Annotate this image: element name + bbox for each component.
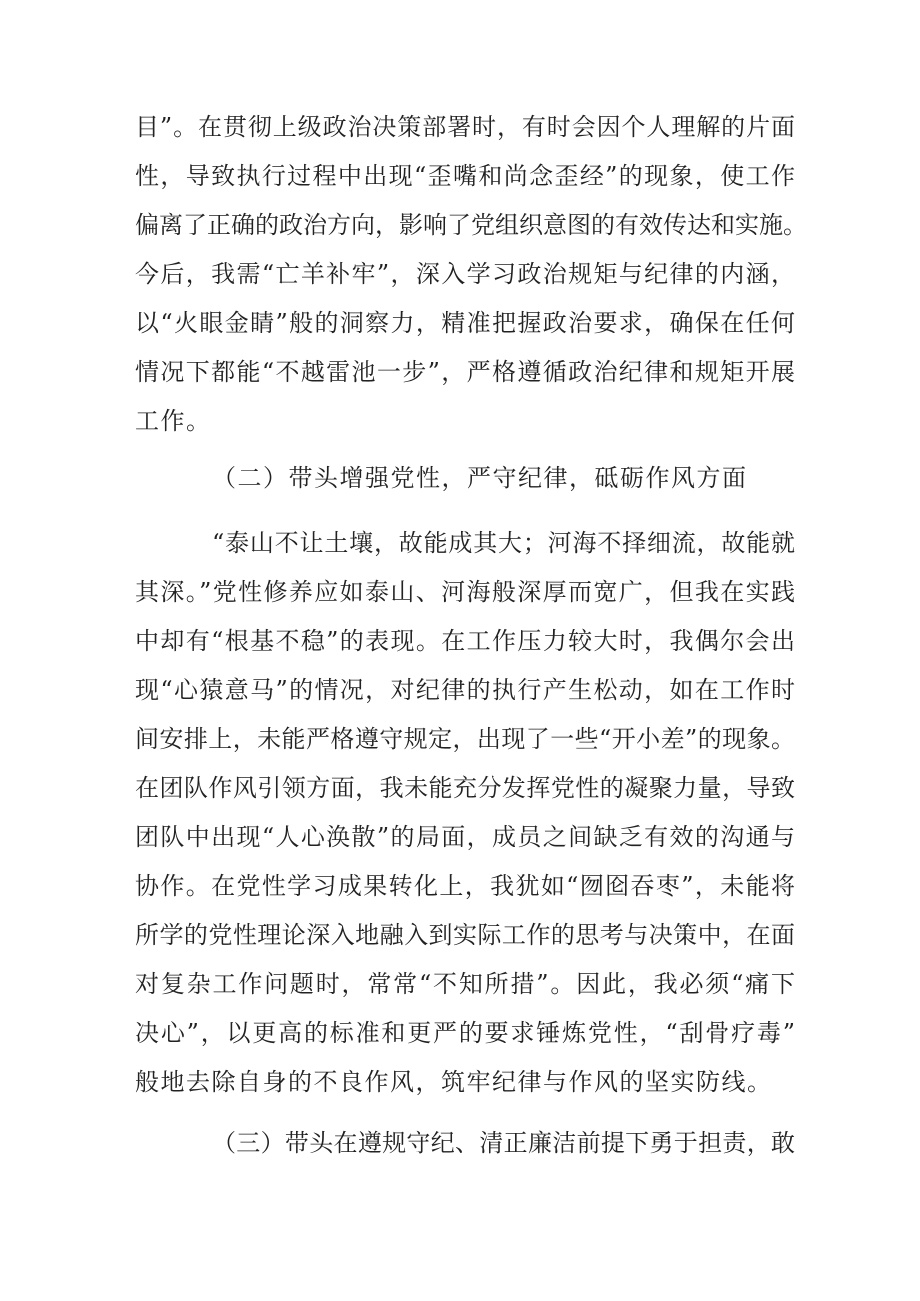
paragraph-line: 以“火眼金睛”般的洞察力，精准把握政治要求，确保在任何 (135, 309, 795, 337)
paragraph-line: 间安排上，未能严格遵守规定，出现了一些“开小差”的现象。 (135, 725, 795, 753)
paragraph-line: 般地去除自身的不良作风，筑牢纪律与作风的坚实防线。 (135, 1068, 773, 1096)
paragraph-line: 决心”，以更高的标准和更严的要求锤炼党性，“刮骨疗毒” (135, 1019, 795, 1047)
paragraph-line: 性，导致执行过程中出现“歪嘴和尚念歪经”的现象，使工作 (135, 162, 795, 190)
paragraph-line: 对复杂工作问题时，常常“不知所措”。因此，我必须“痛下 (135, 970, 795, 998)
paragraph-line: 其深。”党性修养应如泰山、河海般深厚而宽广，但我在实践 (135, 578, 795, 606)
paragraph-line: 偏离了正确的政治方向，影响了党组织意图的有效传达和实施。 (135, 211, 807, 239)
paragraph-line: 在团队作风引领方面，我未能充分发挥党性的凝聚力量，导致 (135, 774, 795, 802)
paragraph-line: 今后，我需“亡羊补牢”，深入学习政治规矩与纪律的内涵， (135, 260, 795, 288)
paragraph-line: 团队中出现“人心涣散”的局面，成员之间缺乏有效的沟通与 (135, 823, 795, 851)
paragraph-line: 中却有“根基不稳”的表现。在工作压力较大时，我偶尔会出 (135, 627, 795, 655)
paragraph-line: 现“心猿意马”的情况，对纪律的执行产生松动，如在工作时 (135, 676, 795, 704)
paragraph-line: “泰山不让土壤，故能成其大；河海不择细流，故能就 (212, 529, 795, 557)
paragraph-line: 所学的党性理论深入地融入到实际工作的思考与决策中，在面 (135, 921, 795, 949)
paragraph-line: 协作。在党性学习成果转化上，我犹如“囫囵吞枣”，未能将 (135, 872, 795, 900)
section-heading: （三）带头在遵规守纪、清正廉洁前提下勇于担责，敢 (212, 1129, 795, 1157)
paragraph-line: 情况下都能“不越雷池一步”，严格遵循政治纪律和规矩开展 (135, 358, 795, 386)
section-heading: （二）带头增强党性，严守纪律，砥砺作风方面 (212, 464, 748, 492)
paragraph-line: 工作。 (135, 407, 212, 435)
paragraph-line: 目”。在贯彻上级政治决策部署时，有时会因个人理解的片面 (135, 113, 795, 141)
